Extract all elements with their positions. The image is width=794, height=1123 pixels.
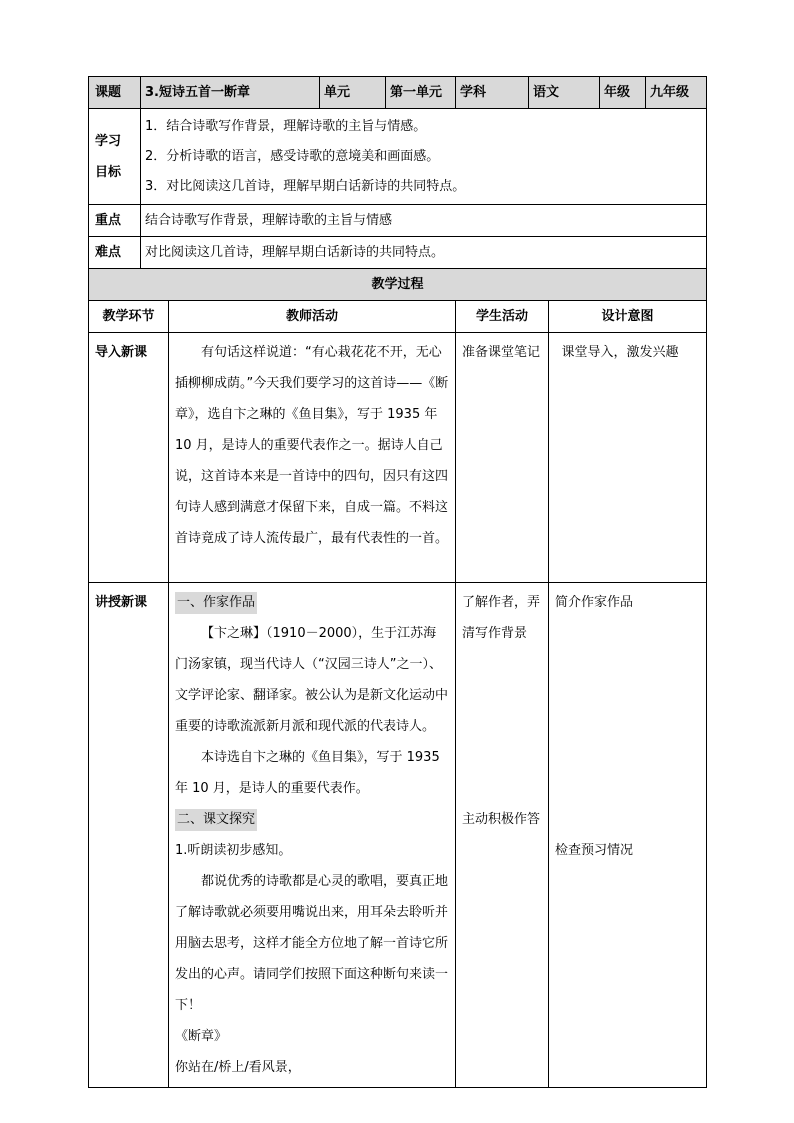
author-intro: 【卞之琳】（1910－2000），生于江苏海门汤家镇，现当代诗人（“汉园三诗人”之一）、文学评论家、翻译家。被公认为是新文化运动中重要的诗歌流派新月派和现代派的代表诗人。 <box>175 626 449 734</box>
grade-value: 九年级 <box>646 77 707 109</box>
objectives-label-line1: 学习 <box>95 133 122 149</box>
reading-instruction: 都说优秀的诗歌都是心灵的歌唱，要真正地了解诗歌就必须要用嘴说出来，用耳朵去聆听并用脑去思考，这样才能全方位地了解一首诗它所发出的心声。请同学们按照下面这种断句来读一下！ <box>175 874 449 1013</box>
grade-label: 年级 <box>600 77 646 109</box>
poem-line: 你站在/桥上/看风景， <box>175 1060 301 1075</box>
intro-intent-text: 课堂导入，激发兴趣 <box>561 345 679 360</box>
column-teacher: 教师活动 <box>169 301 456 333</box>
difficulty-label: 难点 <box>89 237 141 269</box>
unit-value: 第一单元 <box>386 77 456 109</box>
new-lesson-stage: 讲授新课 <box>89 583 169 1088</box>
unit-label: 单元 <box>320 77 386 109</box>
objective-item: 3．对比阅读这几首诗，理解早期白话新诗的共同特点。 <box>145 178 466 194</box>
objective-item: 1．结合诗歌写作背景，理解诗歌的主旨与情感。 <box>145 118 427 134</box>
intro-teacher-text: 有句话这样说道：“有心栽花花不开，无心插柳柳成荫。”今天我们要学习的这首诗——《断章》，选自卞之琳的《鱼目集》，写于 1935 年 10 月，是诗人的重要代表作之一。据诗人自己说，这首诗本来是一首诗中的四句，因只有这四句诗人感到满意才保留下来，自成一篇。不料这首诗竟成了诗人流传最广，最有代表性的一首。 <box>175 345 449 546</box>
lesson-plan-table <box>88 76 707 1088</box>
new-lesson-student-activity <box>456 583 549 1088</box>
key-point-label: 重点 <box>89 205 141 237</box>
difficulty-text: 对比阅读这几首诗，理解早期白话新诗的共同特点。 <box>141 237 707 269</box>
header-row <box>89 77 707 109</box>
intro-design-intent <box>549 333 707 583</box>
new-lesson-row <box>89 583 707 1088</box>
poem-source: 本诗选自卞之琳的《鱼目集》，写于 1935 年 10 月，是诗人的重要代表作。 <box>175 750 440 796</box>
objectives-label <box>89 109 141 205</box>
poem-title: 《断章》 <box>175 1029 228 1044</box>
design-intent-1: 简介作家作品 <box>555 595 634 610</box>
difficulty-row <box>89 237 707 269</box>
process-columns-row <box>89 301 707 333</box>
objective-item: 2．分析诗歌的语言，感受诗歌的意境美和画面感。 <box>145 148 440 164</box>
intro-row <box>89 333 707 583</box>
heading-text-exploration: 二、课文探究 <box>175 809 257 831</box>
intro-student-activity: 准备课堂笔记 <box>456 333 549 583</box>
process-title: 教学过程 <box>89 269 707 301</box>
key-point-text: 结合诗歌写作背景，理解诗歌的主旨与情感 <box>141 205 707 237</box>
process-title-row <box>89 269 707 301</box>
topic-label: 课题 <box>89 77 141 109</box>
objectives-label-line2: 目标 <box>95 164 122 180</box>
column-student: 学生活动 <box>456 301 549 333</box>
student-activity-2: 主动积极作答 <box>462 812 541 827</box>
subject-value: 语文 <box>529 77 600 109</box>
topic-value: 3.短诗五首一断章 <box>141 77 320 109</box>
objectives-list <box>141 109 707 205</box>
new-lesson-design-intent <box>549 583 707 1088</box>
step-listen-reading: 1.听朗读初步感知。 <box>175 843 292 858</box>
student-activity-1: 了解作者，弄清写作背景 <box>462 595 541 641</box>
subject-label: 学科 <box>456 77 529 109</box>
column-stage: 教学环节 <box>89 301 169 333</box>
objectives-row <box>89 109 707 205</box>
intro-stage: 导入新课 <box>89 333 169 583</box>
key-point-row <box>89 205 707 237</box>
design-intent-2: 检查预习情况 <box>555 843 634 858</box>
column-intent: 设计意图 <box>549 301 707 333</box>
intro-teacher-activity <box>169 333 456 583</box>
heading-author-works: 一、作家作品 <box>175 592 257 614</box>
new-lesson-teacher-activity <box>169 583 456 1088</box>
